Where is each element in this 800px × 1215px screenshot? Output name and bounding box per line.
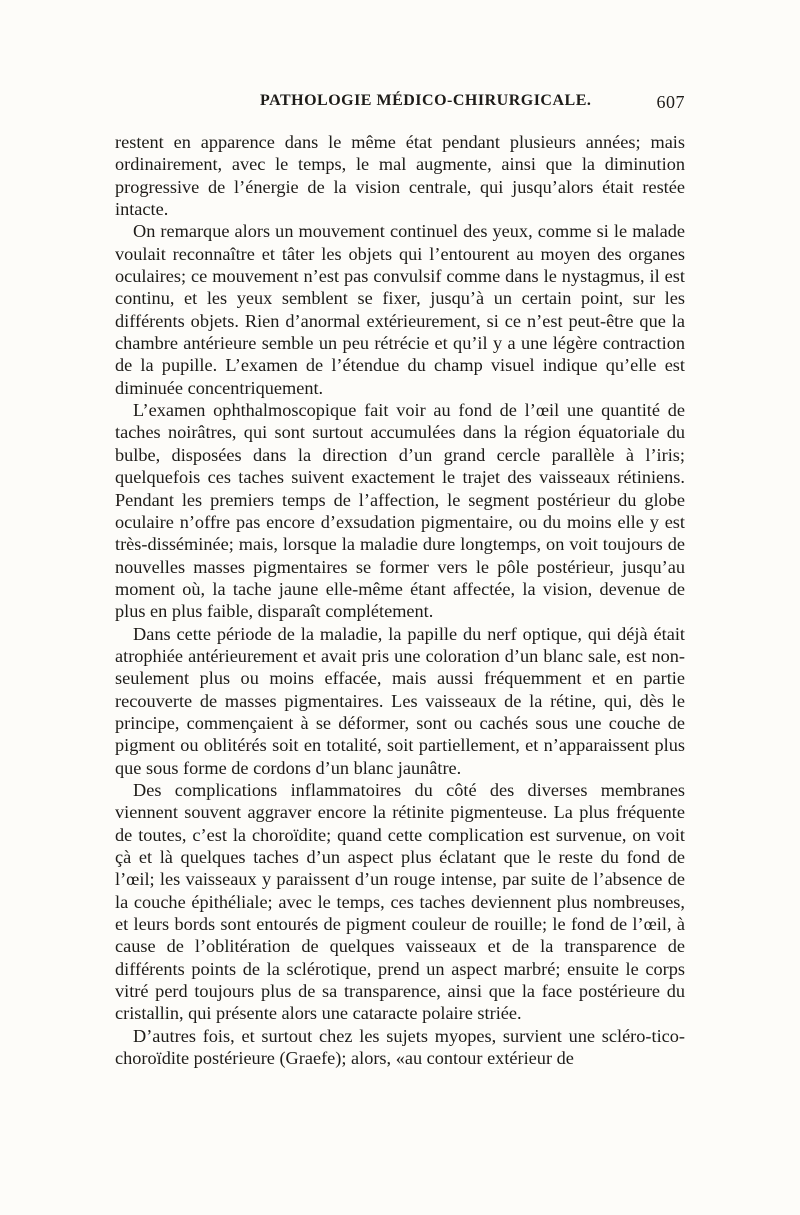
paragraph: D’autres fois, et surtout chez les sujets myopes, survient une scléro-tico-choroïdite postérieure (Graefe); alors, «au contour extérieur de [115,1025,685,1069]
paragraph: On remarque alors un mouvement continuel des yeux, comme si le malade voulait reconnaître et tâter les objets qui l’entourent au moyen des organes oculaires; ce mouvement n’est pas convulsif comme dans le nystagmus, il est continu, et les yeux semblent se fixer, jusqu’à un certain point, sur les différents objets. Rien d’anormal extérieurement, si ce n’est peut-être que la chambre antérieure semble un peu rétrécie et qu’il y a une légère contraction de la pupille. L’examen de l’étendue du champ visuel indique qu’elle est diminuée concentriquement. [115,221,685,398]
page-header [115,92,685,116]
paragraph: restent en apparence dans le même état pendant plusieurs années; mais ordinairement, avec le temps, le mal augmente, ainsi que la diminution progressive de l’énergie de la vision centrale, qui jusqu’alors était restée intacte. [115,132,685,220]
body-text [115,131,685,1069]
paragraph: L’examen ophthalmoscopique fait voir au fond de l’œil une quantité de taches noirâtres, qui sont surtout accumulées dans la région équatoriale du bulbe, disposées dans la direction d’un grand cercle parallèle à l’iris; quelquefois ces taches suivent exactement le trajet des vaisseaux rétiniens. Pendant les premiers temps de l’affection, le segment postérieur du globe oculaire n’offre pas encore d’exsudation pigmentaire, ou du moins elle y est très-disséminée; mais, lorsque la maladie dure longtemps, on voit toujours de nouvelles masses pigmentaires se former vers le pôle postérieur, jusqu’au moment où, la tache jaune elle-même étant affectée, la vision, devenue de plus en plus faible, disparaît complétement. [115,400,685,622]
running-title: PATHOLOGIE MÉDICO-CHIRURGICALE. [260,92,592,109]
page-number: 607 [656,92,685,112]
paragraph: Des complications inflammatoires du côté des diverses membranes viennent souvent aggraver encore la rétinite pigmenteuse. La plus fréquente de toutes, c’est la choroïdite; quand cette complication est survenue, on voit çà et là quelques taches d’un aspect plus éclatant que le reste du fond de l’œil; les vaisseaux y paraissent d’un rouge intense, par suite de l’absence de la couche épithéliale; avec le temps, ces taches deviennent plus nombreuses, et leurs bords sont entourés de pigment couleur de rouille; le fond de l’œil, à cause de l’oblitération de quelques vaisseaux et de la transparence de différents points de la sclérotique, prend un aspect marbré; ensuite le corps vitré perd toujours plus de sa transparence, ainsi que la face postérieure du cristallin, qui présente alors une cataracte polaire striée. [115,779,685,1024]
paragraph: Dans cette période de la maladie, la papille du nerf optique, qui déjà était atrophiée antérieurement et avait pris une coloration d’un blanc sale, est non-seulement plus ou moins effacée, mais aussi fréquemment et en partie recouverte de masses pigmentaires. Les vaisseaux de la rétine, qui, dès le principe, commençaient à se déformer, sont ou cachés sous une couche de pigment ou oblitérés soit en totalité, soit partiellement, et n’apparaissent plus que sous forme de cordons d’un blanc jaunâtre. [115,623,685,778]
